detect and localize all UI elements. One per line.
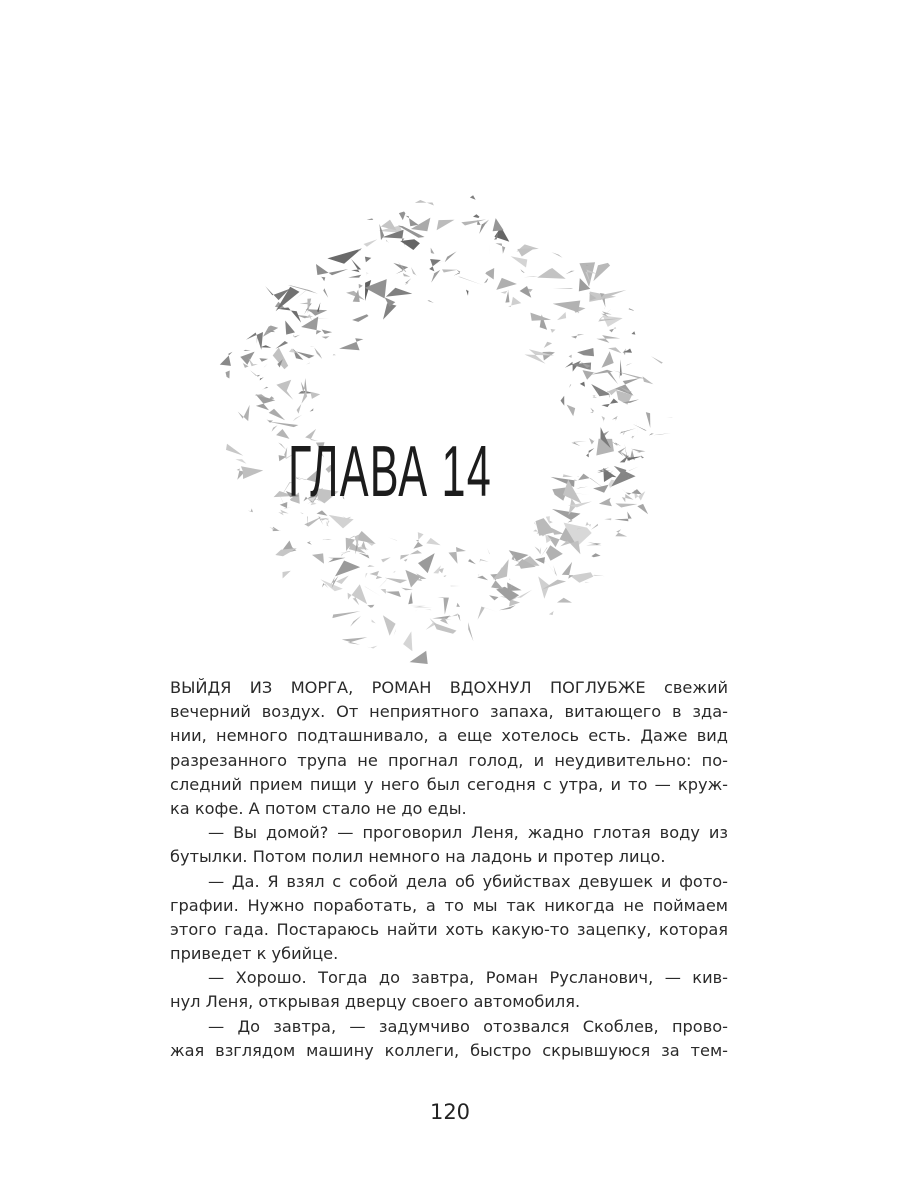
- glass-shard: [335, 561, 360, 577]
- glass-shard: [591, 553, 600, 557]
- glass-shard: [563, 474, 573, 477]
- glass-shard: [551, 329, 556, 333]
- glass-shard: [333, 354, 336, 355]
- glass-shard: [257, 336, 258, 344]
- glass-shard: [410, 651, 428, 664]
- glass-shard: [451, 586, 460, 587]
- glass-shard: [400, 239, 420, 250]
- text-line: нии, немного подташнивало, а еще хотелось есть. Даже вид: [170, 726, 728, 746]
- glass-shard: [485, 268, 494, 280]
- glass-shard: [589, 438, 595, 445]
- glass-shard: [415, 200, 434, 206]
- glass-shard: [623, 349, 633, 353]
- glass-shard: [509, 599, 520, 606]
- glass-shard: [520, 269, 524, 273]
- glass-shard: [388, 537, 397, 540]
- glass-shard: [350, 616, 361, 627]
- text-line: нул Леня, открывая дверцу своего автомобиля.: [170, 992, 581, 1012]
- glass-shard: [569, 355, 572, 358]
- glass-shard: [332, 611, 360, 618]
- glass-shard: [442, 269, 458, 272]
- glass-shard: [489, 595, 498, 600]
- glass-shard: [400, 550, 422, 560]
- glass-shard: [381, 557, 391, 562]
- glass-shard: [367, 565, 374, 566]
- glass-shard: [351, 259, 361, 272]
- glass-shard: [399, 212, 406, 221]
- glass-shard: [240, 352, 254, 365]
- glass-shard: [285, 321, 295, 335]
- glass-shard: [367, 605, 374, 608]
- glass-shard: [403, 631, 412, 651]
- glass-shard: [437, 220, 455, 231]
- glass-shard: [427, 300, 434, 303]
- glass-shard: [443, 575, 446, 577]
- glass-shard: [310, 408, 314, 411]
- glass-shard: [318, 517, 323, 525]
- glass-shard: [280, 502, 288, 508]
- glass-shard: [570, 572, 593, 583]
- glass-shard: [571, 334, 584, 338]
- glass-shard: [613, 370, 646, 378]
- glass-shard: [580, 382, 585, 387]
- glass-shard: [307, 541, 312, 545]
- glass-shard: [294, 334, 300, 337]
- glass-shard: [591, 384, 610, 396]
- glass-shard: [631, 449, 646, 453]
- glass-shard: [591, 524, 598, 530]
- glass-shard: [511, 256, 528, 267]
- glass-shard: [276, 308, 301, 323]
- glass-shard: [238, 405, 250, 421]
- glass-shard: [544, 342, 552, 348]
- glass-shard: [586, 522, 592, 527]
- glass-shard: [268, 422, 299, 428]
- glass-shard: [381, 589, 386, 594]
- glass-shard: [312, 553, 324, 563]
- glass-shard: [612, 416, 618, 421]
- glass-shard: [273, 348, 289, 370]
- glass-shard: [310, 392, 320, 399]
- glass-shard: [340, 551, 351, 553]
- glass-shard: [487, 548, 490, 554]
- glass-shard: [641, 455, 644, 458]
- glass-shard: [226, 371, 230, 379]
- glass-shard: [307, 516, 308, 528]
- glass-shard: [393, 263, 408, 274]
- glass-shard: [328, 558, 345, 563]
- glass-shard: [250, 370, 261, 377]
- glass-shard: [322, 539, 325, 541]
- glass-shard: [348, 275, 361, 278]
- glass-shard: [609, 327, 616, 332]
- glass-shard: [246, 332, 263, 350]
- glass-shard: [272, 425, 278, 432]
- glass-shard: [341, 550, 352, 556]
- glass-shard: [607, 371, 618, 385]
- glass-shard: [633, 424, 647, 431]
- glass-shard: [592, 395, 597, 398]
- glass-shard: [569, 384, 571, 388]
- glass-shard: [260, 377, 264, 380]
- glass-shard: [483, 220, 489, 224]
- glass-shard: [264, 364, 268, 368]
- glass-shard: [557, 598, 572, 603]
- glass-shard: [520, 286, 532, 298]
- glass-shard: [612, 442, 621, 447]
- page-number: 120: [429, 1100, 471, 1124]
- glass-shard: [509, 578, 510, 580]
- text-line: — До завтра, — задумчиво отозвался Скоблев, прово-: [208, 1016, 728, 1036]
- text-line: графии. Нужно поработать, а то мы так никогда не поймаем: [170, 895, 728, 915]
- glass-shard: [496, 278, 517, 290]
- glass-shard: [364, 239, 378, 246]
- glass-shard: [434, 623, 457, 634]
- glass-shard: [386, 288, 413, 297]
- glass-shard: [429, 259, 441, 271]
- glass-shard: [458, 277, 483, 286]
- glass-shard: [499, 605, 515, 610]
- paragraph: [170, 821, 728, 869]
- glass-shard: [586, 448, 594, 457]
- glass-shard: [593, 575, 605, 576]
- text-line: вечерний воздух. От неприятного запаха, витающего в зда-: [170, 702, 728, 722]
- glass-shard: [637, 420, 638, 439]
- glass-shard: [418, 532, 424, 540]
- glass-shard: [576, 487, 588, 489]
- glass-shard: [495, 243, 505, 253]
- glass-shard: [365, 257, 371, 263]
- glass-shard: [552, 509, 581, 523]
- glass-shard: [393, 571, 397, 574]
- text-line: ка кофе. А потом стало не до еды.: [170, 798, 467, 818]
- glass-shard: [456, 603, 460, 607]
- glass-shard: [571, 441, 586, 446]
- glass-shard: [557, 312, 566, 320]
- glass-shard: [348, 584, 368, 604]
- text-line: — Вы домой? — проговорил Леня, жадно глотая воду из: [208, 823, 728, 843]
- glass-shard: [226, 444, 243, 456]
- glass-shard: [273, 527, 282, 531]
- glass-shard: [431, 270, 440, 283]
- glass-shard: [468, 622, 473, 641]
- glass-shard: [410, 606, 433, 608]
- glass-shard: [448, 614, 457, 617]
- glass-shard: [445, 251, 457, 262]
- glass-shard: [524, 349, 554, 364]
- glass-shard: [602, 416, 605, 423]
- glass-shard: [626, 363, 633, 366]
- glass-shard: [566, 271, 575, 275]
- glass-shard: [278, 443, 286, 451]
- glass-shard: [327, 248, 362, 263]
- glass-shard: [321, 277, 326, 282]
- paragraph: [170, 870, 728, 967]
- text-line: ВЫЙДЯ ИЗ МОРГА, РОМАН ВДОХНУЛ ПОГЛУБЖЕ свежий: [170, 678, 728, 697]
- glass-shard: [454, 270, 460, 276]
- glass-shard: [372, 619, 376, 623]
- glass-shard: [468, 559, 476, 564]
- glass-shard: [478, 607, 498, 620]
- glass-shard: [364, 586, 381, 596]
- glass-shard: [615, 529, 627, 536]
- glass-shard: [470, 195, 476, 199]
- glass-shard: [415, 608, 419, 611]
- glass-shard: [578, 476, 580, 477]
- glass-shard: [401, 588, 413, 591]
- glass-shard: [577, 348, 594, 356]
- glass-shard: [431, 248, 435, 254]
- glass-shard: [620, 428, 637, 433]
- glass-shard: [583, 370, 598, 380]
- glass-shard: [385, 578, 407, 584]
- glass-shard: [649, 433, 654, 435]
- glass-shard: [393, 629, 396, 637]
- glass-shard: [537, 268, 566, 279]
- glass-shard: [411, 267, 417, 276]
- glass-shard: [275, 548, 297, 556]
- glass-shard: [413, 540, 423, 549]
- text-line: жая взглядом машину коллеги, быстро скрывшуюся за тем-: [170, 1040, 728, 1060]
- text-line: бутылки. Потом полил немного на ладонь и протер лицо.: [170, 847, 666, 867]
- glass-shard: [359, 284, 363, 289]
- glass-shard: [295, 289, 308, 299]
- glass-shard: [604, 518, 611, 520]
- glass-shard: [562, 562, 574, 579]
- glass-shard: [260, 345, 271, 348]
- text-line: — Да. Я взял с собой дела об убийствах девушек и фото-: [208, 871, 728, 891]
- glass-shard: [629, 467, 639, 471]
- glass-shard: [276, 341, 289, 349]
- glass-shard: [408, 592, 412, 604]
- glass-shard: [406, 216, 419, 227]
- glass-shard: [615, 503, 637, 507]
- text-line: этого гада. Постараюсь найти хоть какую-то зацепку, которая: [170, 919, 728, 939]
- glass-shard: [632, 331, 636, 334]
- glass-shard: [339, 338, 363, 350]
- glass-shard: [293, 415, 302, 422]
- glass-shard: [316, 264, 348, 275]
- glass-shard: [304, 517, 321, 527]
- glass-shard: [244, 350, 251, 351]
- glass-shard: [602, 351, 614, 368]
- glass-shard: [329, 515, 354, 529]
- glass-shard: [289, 348, 296, 352]
- glass-shard: [235, 459, 246, 464]
- glass-shard: [403, 273, 410, 277]
- glass-shard: [603, 316, 623, 327]
- glass-shard: [322, 330, 333, 335]
- glass-shard: [543, 352, 555, 361]
- glass-shard: [220, 352, 233, 366]
- glass-shard: [370, 571, 383, 579]
- glass-shard: [593, 263, 610, 281]
- glass-shard: [524, 276, 539, 277]
- glass-shard: [418, 553, 435, 573]
- glass-shard: [283, 571, 291, 579]
- glass-shard: [437, 597, 449, 614]
- glass-shard: [457, 613, 461, 621]
- glass-shard: [567, 405, 576, 417]
- paragraph: [170, 676, 728, 821]
- glass-shard: [248, 508, 253, 512]
- glass-shard: [261, 387, 268, 391]
- glass-shard: [405, 278, 412, 285]
- paragraph: [170, 966, 728, 1014]
- glass-shard: [602, 399, 619, 408]
- glass-shard: [352, 314, 368, 322]
- glass-shard: [449, 547, 467, 564]
- glass-shard: [551, 477, 578, 487]
- glass-shard: [432, 616, 450, 619]
- glass-shard: [378, 579, 387, 589]
- glass-shard: [590, 408, 594, 413]
- glass-shard: [549, 611, 554, 615]
- text-line: — Хорошо. Тогда до завтра, Роман Русланович, — кив-: [208, 968, 728, 988]
- glass-shard: [637, 504, 648, 514]
- glass-shard: [366, 272, 368, 276]
- glass-shard: [596, 335, 620, 343]
- glass-shard: [306, 309, 328, 316]
- glass-shard: [383, 615, 396, 635]
- body-text: [170, 676, 728, 1063]
- glass-shard: [323, 288, 328, 298]
- glass-shard: [314, 348, 322, 359]
- glass-shard: [517, 248, 534, 256]
- glass-shard: [276, 380, 293, 400]
- glass-shard: [651, 356, 663, 364]
- glass-shard: [480, 559, 489, 563]
- glass-shard: [629, 308, 634, 311]
- text-line: приведет к убийце.: [170, 944, 339, 964]
- glass-shard: [614, 512, 631, 522]
- glass-shard: [300, 512, 304, 513]
- glass-shard: [646, 412, 651, 428]
- glass-shard: [545, 560, 557, 577]
- glass-shard: [561, 396, 565, 406]
- glass-shard: [546, 545, 563, 561]
- glass-shard: [619, 359, 622, 379]
- glass-shard: [297, 390, 308, 413]
- glass-shard: [599, 498, 612, 507]
- glass-shard: [405, 570, 420, 588]
- glass-shard: [534, 523, 536, 526]
- glass-shard: [493, 218, 504, 231]
- glass-shard: [241, 466, 263, 479]
- glass-shard: [626, 489, 642, 495]
- glass-shard: [477, 576, 488, 581]
- glass-shard: [484, 279, 488, 284]
- glass-shard: [367, 219, 374, 220]
- glass-shard: [255, 394, 275, 410]
- glass-shard: [269, 409, 285, 421]
- glass-shard: [365, 573, 367, 578]
- glass-shard: [553, 288, 573, 289]
- glass-shard: [259, 358, 268, 362]
- glass-shard: [426, 538, 440, 545]
- glass-shard: [508, 297, 521, 307]
- glass-shard: [631, 436, 635, 439]
- glass-shard: [342, 637, 368, 644]
- glass-shard: [473, 214, 480, 218]
- glass-shard: [551, 252, 562, 258]
- glass-shard: [603, 468, 616, 482]
- glass-shard: [386, 240, 389, 244]
- glass-shard: [466, 290, 469, 296]
- chapter-title: ГЛАВА 14: [288, 432, 492, 512]
- glass-shard: [358, 553, 369, 559]
- glass-shard: [361, 541, 366, 551]
- glass-shard: [424, 609, 431, 610]
- glass-shard: [350, 297, 354, 298]
- glass-shard: [367, 646, 378, 649]
- glass-shard: [530, 313, 551, 321]
- paragraph: [170, 1015, 728, 1063]
- glass-shard: [643, 376, 654, 384]
- glass-shard: [404, 559, 408, 562]
- glass-shard: [538, 585, 540, 591]
- glass-shard: [653, 433, 671, 435]
- text-line: следний прием пищи у него был сегодня с утра, и то — круж-: [170, 774, 728, 794]
- text-line: разрезанного трупа не прогнал голод, и неудивительно: по-: [170, 750, 728, 770]
- glass-shard: [622, 494, 634, 502]
- glass-shard: [553, 301, 581, 314]
- glass-shard: [386, 591, 401, 597]
- glass-shard: [586, 542, 602, 545]
- glass-shard: [322, 336, 330, 339]
